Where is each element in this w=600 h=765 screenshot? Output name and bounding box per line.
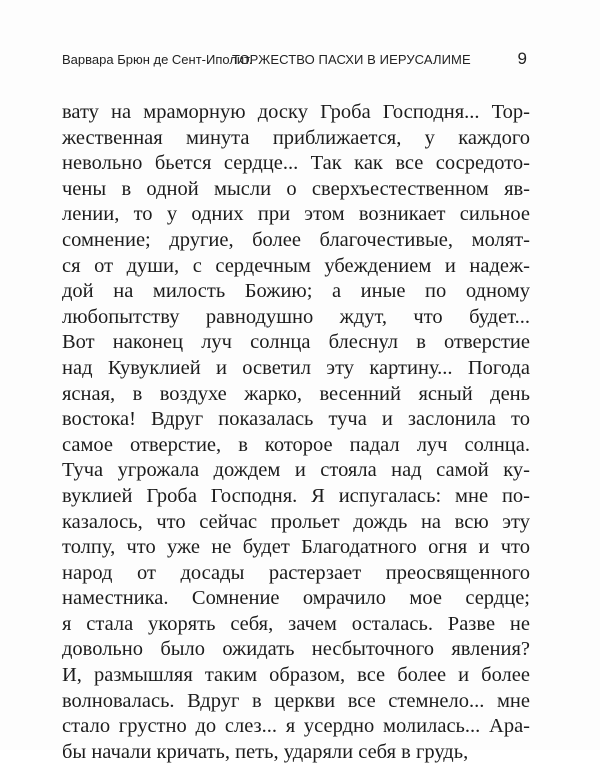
- text-line: бы начали кричать, петь, ударяли себя в грудь,: [62, 740, 469, 763]
- header-author: Варвара Брюн де Сент-Иполит.: [62, 52, 253, 67]
- running-head: [62, 49, 527, 71]
- header-title: ТОРЖЕСТВО ПАСХИ В ИЕРУСАЛИМЕ: [232, 52, 471, 67]
- text-line: наместника. Сомнение омрачило мое сердце;: [62, 587, 530, 610]
- text-line: невольно бьется сердце... Так как все сосредото-: [62, 152, 530, 175]
- text-line: сомнение; другие, более благочестивые, молят-: [62, 228, 530, 251]
- text-line: народ от досады растерзает преосвященного: [62, 561, 530, 584]
- text-line: довольно было ожидать несбыточного явления?: [62, 638, 530, 661]
- text-line: лении, то у одних при этом возникает сильное: [62, 203, 530, 226]
- text-line: я стала укорять себя, зачем осталась. Разве не: [62, 612, 530, 635]
- text-line: чены в одной мысли о сверхъестественном яв-: [62, 177, 530, 200]
- body-text: [62, 100, 530, 765]
- text-line: дой на милость Божию; а иные по одному: [62, 280, 530, 303]
- text-line: любопытству равнодушно ждут, что будет...: [62, 305, 530, 328]
- text-line: И, размышляя таким образом, все более и более: [62, 664, 530, 687]
- text-line: казалось, что сейчас прольет дождь на всю эту: [62, 510, 530, 533]
- page-number: 9: [517, 49, 527, 68]
- text-line: над Кувуклией и осветил эту картину... Погода: [62, 356, 530, 379]
- text-line: Вот наконец луч солнца блеснул в отверстие: [62, 331, 530, 354]
- text-line: ясная, в воздухе жарко, весенний ясный день: [62, 382, 530, 405]
- text-line: Туча угрожала дождем и стояла над самой ку-: [62, 459, 530, 482]
- text-line: жественная минута приближается, у каждого: [62, 126, 530, 149]
- text-line: волновалась. Вдруг в церкви все стемнело... мне: [62, 689, 530, 712]
- text-line: ся от души, с сердечным убеждением и надеж-: [62, 254, 530, 277]
- text-line: вату на мраморную доску Гроба Господня... Тор-: [62, 101, 530, 123]
- text-line: толпу, что уже не будет Благодатного огня и что: [62, 536, 530, 559]
- text-line: стало грустно до слез... я усердно молилась... Ара-: [62, 715, 530, 738]
- text-line: вуклией Гроба Господня. Я испугалась: мне по-: [62, 484, 530, 507]
- text-line: самое отверстие, в которое падал луч солнца.: [62, 433, 530, 456]
- text-line: востока! Вдруг показалась туча и заслонила то: [62, 408, 530, 431]
